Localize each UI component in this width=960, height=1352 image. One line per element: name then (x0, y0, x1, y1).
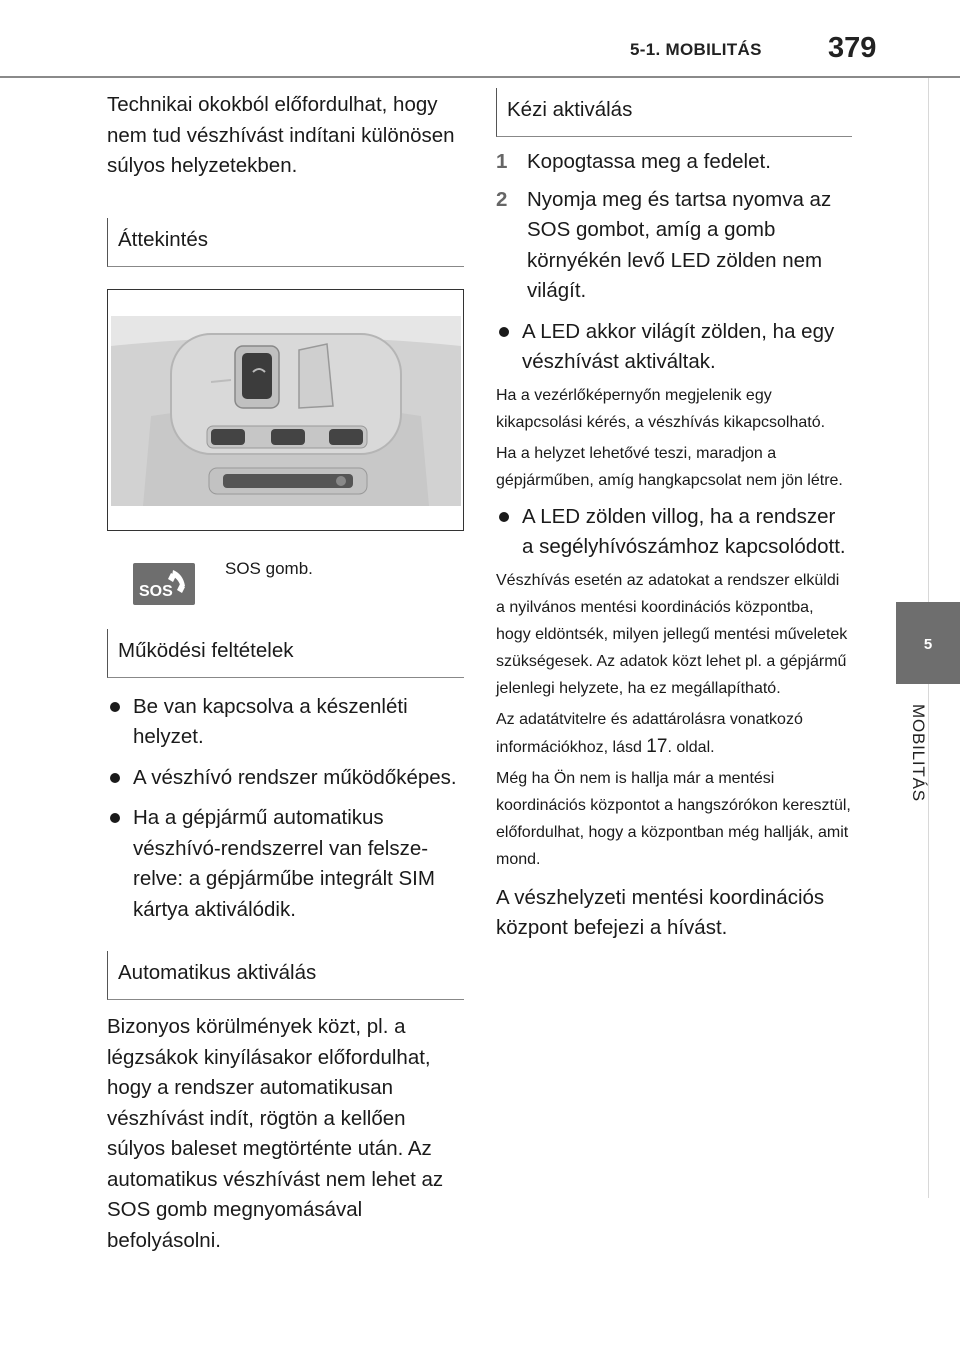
note-deactivation: Ha a vezérlőképernyőn megjelenik egy kikapcsolási kérés, a vészhívás kikapcsolható. (496, 386, 826, 431)
led-status-text: A LED zölden villog, ha a rendszer a segélyhívószámhoz kapcsolódott. (522, 504, 846, 558)
step-item (496, 147, 852, 178)
led-status-text: A LED akkor világít zölden, ha egy vészhívást aktiváltak. (522, 319, 835, 373)
condition-text: A vészhívó rendszer működőképes. (133, 765, 457, 789)
conditions-heading (107, 629, 464, 678)
led-status-list-1 (496, 317, 852, 378)
page-reference-link[interactable]: 17 (646, 735, 668, 757)
conditions-heading-text: Működési feltételek (118, 638, 294, 662)
led-status-item (496, 317, 852, 378)
overview-heading-text: Áttekintés (118, 227, 209, 251)
step-text: Nyomja meg és tartsa nyomva az SOS gombot, amíg a gomb környékén levő LED zölden nem világít. (527, 187, 832, 302)
condition-item (107, 803, 464, 925)
right-column (496, 84, 852, 944)
closing-paragraph: A vészhelyzeti mentési koordinációs központ befejezi a hívást. (496, 885, 825, 939)
overview-heading (107, 218, 464, 267)
bullet-dot-icon (110, 702, 120, 712)
auto-activation-paragraph: Bizonyos körülmények közt, pl. a légzsákok kinyílásakor előfordulhat, hogy a rendszer automatikusan vészhívást indít, rögtön a kellően súlyos baleset megtörténte után. Az automatikus vészhívást nem lehet az SOS gomb megnyomásával befolyásolni. (107, 1015, 444, 1252)
manual-steps (496, 147, 852, 307)
led-status-list-2 (496, 502, 852, 563)
step-text: Kopogtassa meg a fedelet. (527, 150, 771, 173)
page-number: 379 (828, 32, 877, 64)
intro-paragraph: Technikai okokból előfordulhat, hogy nem tud vészhívást indítani különösen súlyos helyzetekben. (107, 93, 455, 177)
bullet-dot-icon (110, 773, 120, 783)
auto-activation-heading-text: Automatikus aktiválás (118, 961, 317, 984)
note-data-reference-post: . oldal. (667, 738, 715, 756)
sos-phone-icon (133, 563, 195, 605)
roof-console-illustration (107, 289, 464, 531)
condition-item (107, 692, 464, 753)
manual-activation-heading (496, 88, 852, 137)
led-status-item (496, 502, 852, 563)
section-title: 5-1. MOBILITÁS (630, 40, 762, 59)
condition-text: Be van kapcsolva a készenléti helyzet. (133, 694, 408, 748)
sos-caption: SOS gomb. (225, 558, 313, 578)
note-data-reference (496, 706, 852, 761)
auto-activation-heading (107, 951, 464, 1000)
header-rule (0, 76, 960, 78)
chapter-label: MOBILITÁS (909, 704, 928, 802)
step-number: 2 (496, 187, 508, 211)
roof-console-drawing (111, 316, 461, 506)
step-item (496, 185, 852, 307)
manual-activation-heading-text: Kézi aktiválás (507, 98, 633, 121)
chapter-number: 5 (923, 636, 933, 653)
sos-legend (107, 555, 464, 617)
condition-item (107, 763, 464, 794)
bullet-dot-icon (499, 327, 509, 337)
sos-icon-label: SOS (139, 582, 173, 600)
bullet-dot-icon (110, 813, 120, 823)
condition-text: Ha a gépjármű automatikus vészhívó-rendszerrel van felszerelve: a gépjárműbe integrált SIM kártya aktiválódik. (133, 806, 435, 921)
chapter-tab[interactable] (896, 602, 960, 684)
conditions-list (107, 692, 464, 926)
left-column (107, 84, 464, 1256)
bullet-dot-icon (499, 512, 509, 522)
step-number: 1 (496, 150, 508, 173)
note-stay-in-vehicle: Ha a helyzet lehetővé teszi, maradjon a gépjárműben, amíg hangkapcsolat nem jön létre. (496, 444, 843, 489)
roof-console-image (111, 316, 461, 506)
note-data-reference-pre: Az adatátvitelre és adattárolásra vonatkozó információkhoz, lásd (496, 710, 803, 756)
note-speaker: Még ha Ön nem is hallja már a mentési koordinációs központot a hangszórókon keresztül, előfordulhat, hogy a központban még hallják, amit mond. (496, 769, 851, 868)
note-data-transfer: Vészhívás esetén az adatokat a rendszer elküldi a nyilvános mentési koordinációs központba, hogy eldöntsék, milyen jellegű mentési műveletek szükségesek. Az adatok közt lehet pl. a gépjármű jelenlegi helyzete, ha ez megállapítható. (496, 571, 848, 697)
